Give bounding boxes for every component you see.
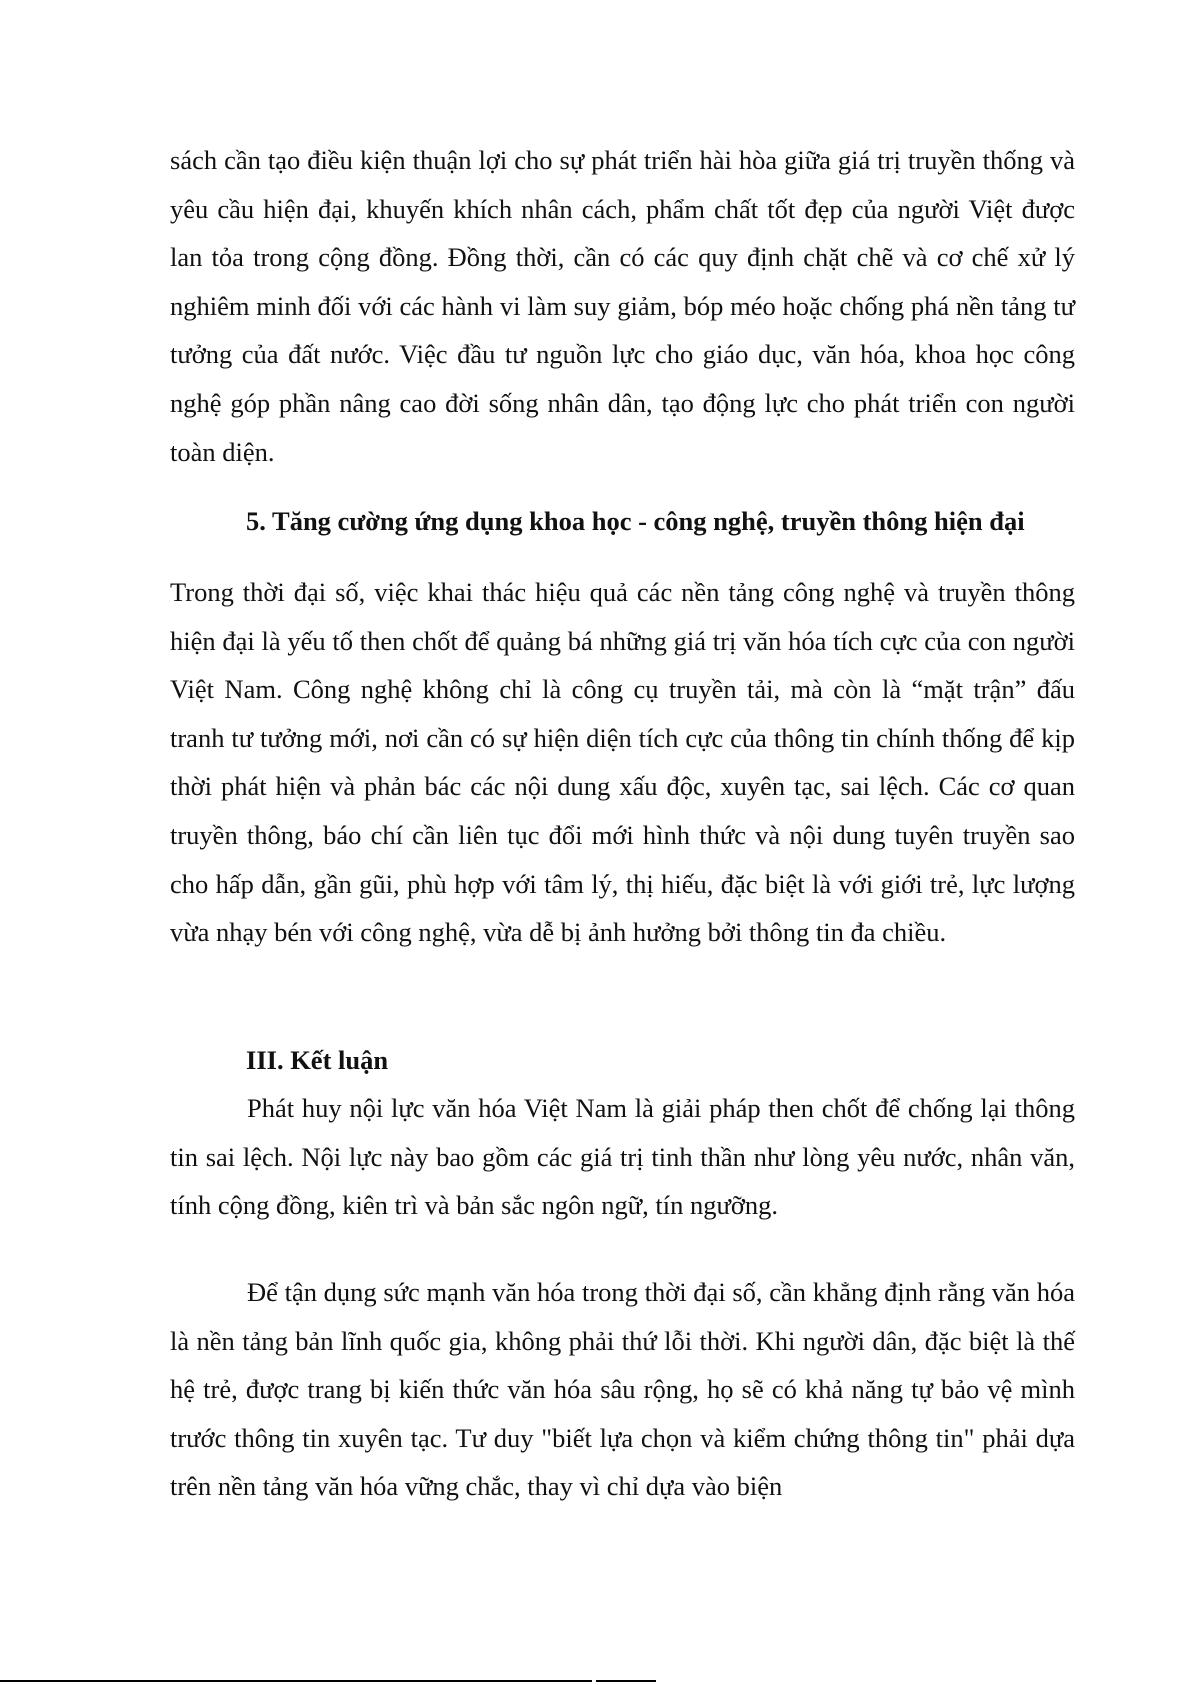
footer-rule [0, 1680, 592, 1682]
footer-rule-segment [596, 1680, 656, 1682]
paragraph-conclusion-1: Phát huy nội lực văn hóa Việt Nam là giải pháp then chốt để chống lại thông tin sai lệch. Nội lực này bao gồm các giá trị tinh thần như lòng yêu nước, nhân văn, tính cộng đồng, kiên trì và bản sắc ngôn ngữ, tín ngưỡng. [170, 1093, 1075, 1221]
section-5-heading: 5. Tăng cường ứng dụng khoa học - công nghệ, truyền thông hiện đại [246, 506, 1025, 536]
paragraph-conclusion-2: Để tận dụng sức mạnh văn hóa trong thời đại số, cần khẳng định rằng văn hóa là nền tảng bản lĩnh quốc gia, không phải thứ lỗi thời. Khi người dân, đặc biệt là thế hệ trẻ, được trang bị kiến thức văn hóa sâu rộng, họ sẽ có khả năng tự bảo vệ mình trước thông tin xuyên tạc. Tư duy "biết lựa chọn và kiểm chứng thông tin" phải dựa trên nền tảng văn hóa vững chắc, thay vì chỉ dựa vào biện [170, 1277, 1075, 1502]
paragraph-intro: sách cần tạo điều kiện thuận lợi cho sự phát triển hài hòa giữa giá trị truyền thống và yêu cầu hiện đại, khuyến khích nhân cách, phẩm chất tốt đẹp của người Việt được lan tỏa trong cộng đồng. Đồng thời, cần có các quy định chặt chẽ và cơ chế xử lý nghiêm minh đối với các hành vi làm suy giảm, bóp méo hoặc chống phá nền tảng tư tưởng của đất nước. Việc đầu tư nguồn lực cho giáo dục, văn hóa, khoa học công nghệ góp phần nâng cao đời sống nhân dân, tạo động lực cho phát triển con người toàn diện. [170, 145, 1075, 467]
paragraph-section-5: Trong thời đại số, việc khai thác hiệu quả các nền tảng công nghệ và truyền thông hiện đại là yếu tố then chốt để quảng bá những giá trị văn hóa tích cực của con người Việt Nam. Công nghệ không chỉ là công cụ truyền tải, mà còn là “mặt trận” đấu tranh tư tưởng mới, nơi cần có sự hiện diện tích cực của thông tin chính thống để kịp thời phát hiện và phản bác các nội dung xấu độc, xuyên tạc, sai lệch. Các cơ quan truyền thông, báo chí cần liên tục đổi mới hình thức và nội dung tuyên truyền sao cho hấp dẫn, gần gũi, phù hợp với tâm lý, thị hiếu, đặc biệt là với giới trẻ, lực lượng vừa nhạy bén với công nghệ, vừa dễ bị ảnh hưởng bởi thông tin đa chiều. [170, 577, 1075, 948]
conclusion-heading: III. Kết luận [246, 1045, 389, 1075]
